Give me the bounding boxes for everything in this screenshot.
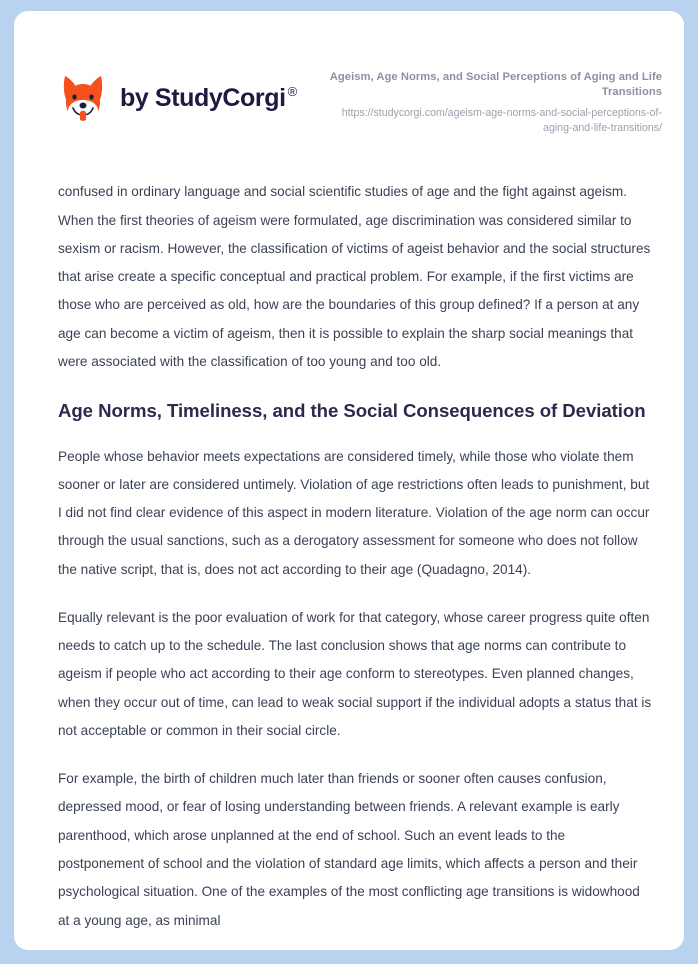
section-heading-age-norms: Age Norms, Timeliness, and the Social Consequences of Deviation <box>58 400 646 422</box>
registered-trademark-icon: ® <box>287 84 297 100</box>
document-source-url[interactable]: https://studycorgi.com/ageism-age-norms-and-social-perceptions-of-aging-and-life-transitions/ <box>341 107 662 135</box>
body-paragraph-1: confused in ordinary language and social scientific studies of age and the fight against ageism. When the first theories of ageism were formulated, age discrimination was considered similar to sexism or racism. However, the classification of victims of ageist behavior and the social structures that arise create a specific conceptual and practical problem. For example, if the first victims are those who are perceived as old, how are the boundaries of this group defined? If a person at any age can become a victim of ageism, then it is possible to explain the sharp social meanings that were associated with the classification of too young and too old. <box>58 184 651 369</box>
brand-wordmark-text: by StudyCorgi <box>120 83 286 112</box>
body-paragraph-2: People whose behavior meets expectations are considered timely, while those who violate them sooner or later are considered untimely. Violation of age restrictions often leads to punishment, but I did not find clear evidence of this aspect in modern literature. Violation of the age norm can occur through the usual sanctions, such as a derogatory assessment for someone who does not follow the native script, that is, does not act according to their age (Quadagno, 2014). <box>58 448 650 577</box>
document-title: Ageism, Age Norms, and Social Perceptions of Aging and Life Transitions <box>329 71 662 99</box>
header-document-meta <box>317 61 662 136</box>
body-paragraph-4: For example, the birth of children much later than friends or sooner often causes confusion, depressed mood, or fear of losing understanding between friends. A relevant example is early parenthood, which arose unplanned at the end of school. Such an event leads to the postponement of school and the violation of standard age limits, which affects a person and their psychological situation. One of the examples of the most conflicting age transitions is widowhood at a young age, as minimal <box>58 771 640 928</box>
studycorgi-brand[interactable] <box>58 61 297 123</box>
document-header <box>14 11 684 136</box>
document-body <box>14 178 684 935</box>
document-page-card <box>14 11 684 950</box>
brand-wordmark <box>120 84 297 113</box>
corgi-face-icon <box>58 73 108 123</box>
body-paragraph-3: Equally relevant is the poor evaluation of work for that category, whose career progress quite often needs to catch up to the schedule. The last conclusion shows that age norms can contribute to ageism if people who act according to their age conform to stereotypes. Even planned changes, when they occur out of time, can lead to weak social support if the individual adopts a status that is not acceptable or common in their social circle. <box>58 609 652 738</box>
